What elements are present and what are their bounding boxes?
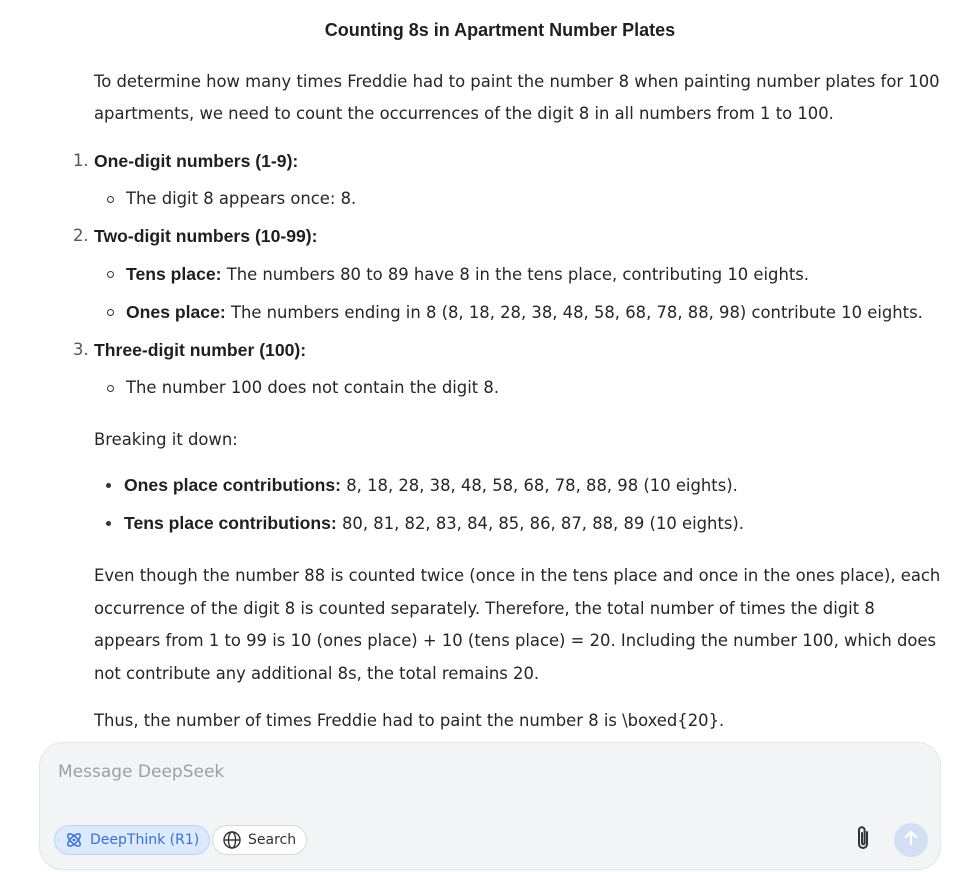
send-button[interactable] bbox=[894, 823, 928, 857]
step-subitem: The number 100 does not contain the digit 8. bbox=[126, 372, 944, 404]
answer-title: Counting 8s in Apartment Number Plates bbox=[324, 20, 676, 40]
atom-icon bbox=[64, 830, 84, 850]
breakdown-item: Tens place contributions: 80, 81, 82, 83, 84, 85, 86, 87, 88, 89 (10 eights). bbox=[124, 507, 944, 540]
step-item bbox=[73, 334, 944, 404]
attach-button[interactable] bbox=[848, 823, 878, 857]
message-input[interactable] bbox=[56, 759, 820, 785]
step-number: 3. bbox=[73, 340, 89, 359]
breakdown-list bbox=[94, 469, 944, 540]
step-item bbox=[73, 145, 944, 215]
message-composer bbox=[39, 742, 941, 870]
step-subitem: The digit 8 appears once: 8. bbox=[126, 183, 944, 215]
step-heading: One-digit numbers (1-9): bbox=[94, 151, 299, 171]
deepthink-toggle[interactable] bbox=[54, 825, 210, 855]
assistant-message bbox=[73, 66, 944, 737]
step-heading: Three-digit number (100): bbox=[94, 340, 307, 360]
step-number: 1. bbox=[73, 151, 89, 170]
search-toggle[interactable] bbox=[212, 825, 307, 855]
conclusion-paragraph: Thus, the number of times Freddie had to paint the number 8 is \boxed{20}. bbox=[94, 711, 725, 730]
step-subitem: Tens place: The numbers 80 to 89 have 8 in the tens place, contributing 10 eights. bbox=[126, 258, 944, 291]
breakdown-item: Ones place contributions: 8, 18, 28, 38, 48, 58, 68, 78, 88, 98 (10 eights). bbox=[124, 469, 944, 502]
explanation-paragraph: Even though the number 88 is counted twice (once in the tens place and once in the ones place), each occurrence of the digit 8 is counted separately. Therefore, the total number of times the digit 8 appears from 1 to 99 is 10 (ones place) + 10 (tens place) = 20. Including the number 100, which does not contribute any additional 8s, the total remains 20. bbox=[94, 566, 941, 683]
breakdown-heading: Breaking it down: bbox=[94, 430, 238, 449]
step-number: 2. bbox=[73, 226, 89, 245]
intro-paragraph: To determine how many times Freddie had to paint the number 8 when painting number plates for 100 apartments, we need to count the occurrences of the digit 8 in all numbers from 1 to 100. bbox=[94, 72, 940, 123]
globe-icon bbox=[222, 830, 242, 850]
paperclip-icon bbox=[852, 824, 874, 856]
step-subitem: Ones place: The numbers ending in 8 (8, 18, 28, 38, 48, 58, 68, 78, 88, 98) contribute 10 eights. bbox=[126, 296, 944, 329]
arrow-up-icon bbox=[902, 829, 920, 851]
step-heading: Two-digit numbers (10-99): bbox=[94, 226, 318, 246]
steps-list bbox=[73, 145, 944, 404]
step-item bbox=[73, 220, 944, 329]
search-label: Search bbox=[248, 832, 297, 848]
deepthink-label: DeepThink (R1) bbox=[90, 832, 200, 848]
